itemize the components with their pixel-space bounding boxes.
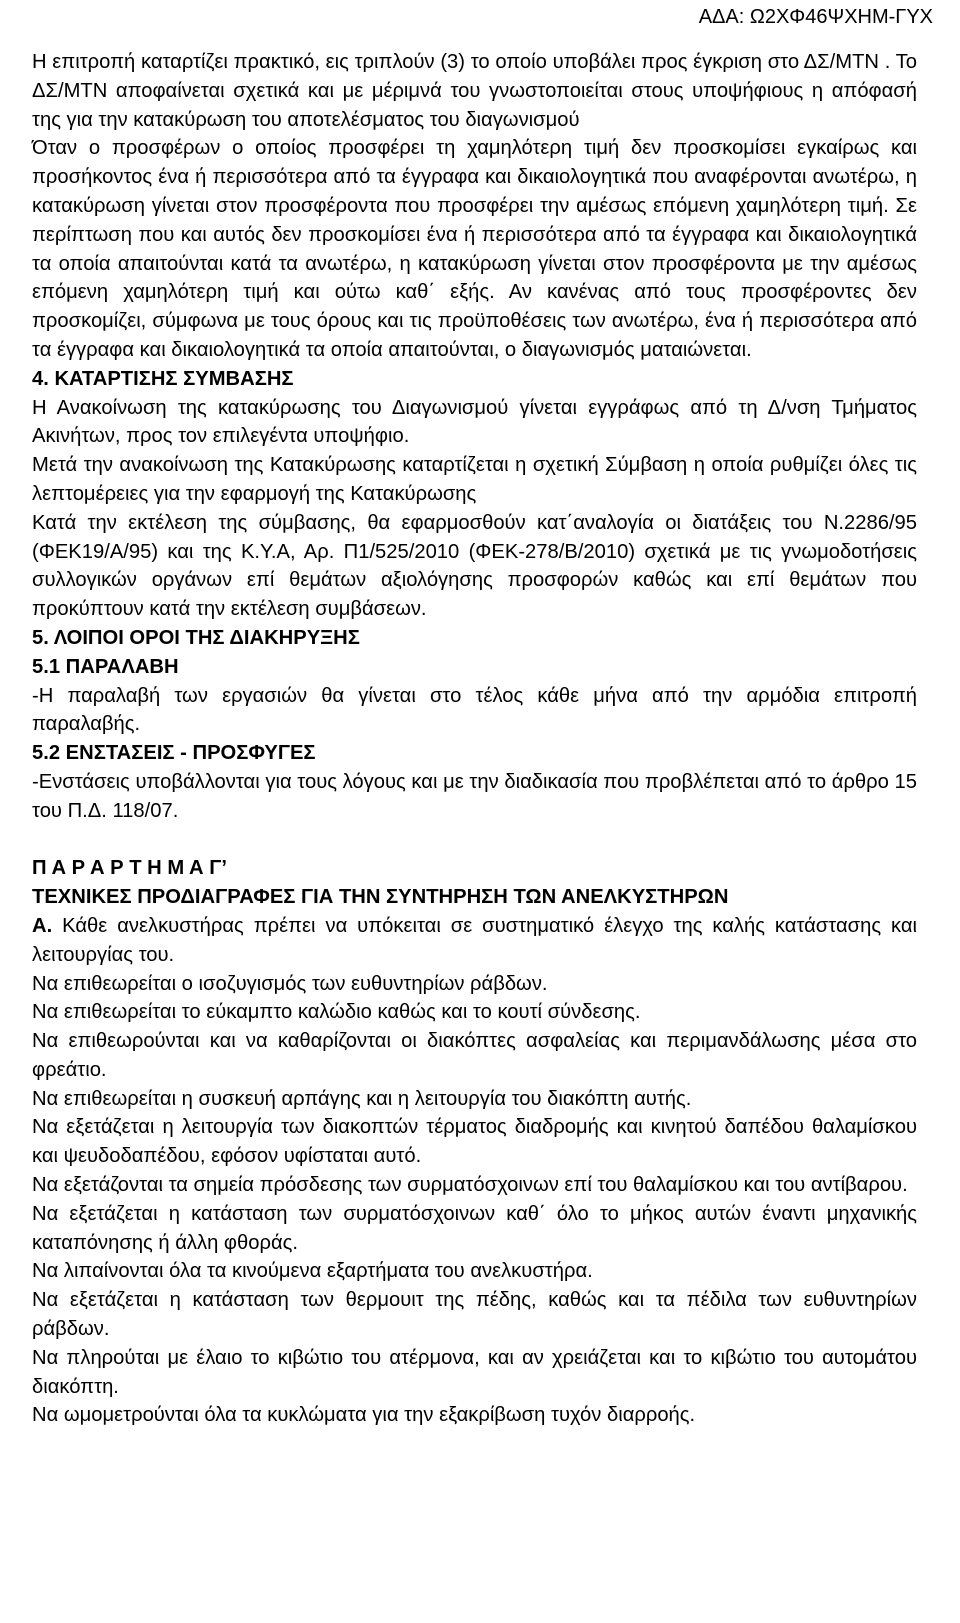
paragraph-objections: -Ενστάσεις υποβάλλονται για τους λόγους και με την διαδικασία που προβλέπεται από το άρθρο 15 του Π.Δ. 118/07. [32, 770, 917, 822]
heading-section-5-1: 5.1 ΠΑΡΑΛΑΒΗ [32, 655, 179, 678]
annex-list-item: Να πληρούται με έλαιο το κιβώτιο του ατέρμονα, και αν χρειάζεται και το κιβώτιο του αυτομάτου διακόπτη. [32, 1346, 917, 1398]
annex-list-item: Να επιθεωρείται η συσκευή αρπάγης και η λειτουργία του διακόπτη αυτής. [32, 1087, 692, 1110]
paragraph-receipt: -Η παραλαβή των εργασιών θα γίνεται στο τέλος κάθε μήνα από την αρμόδια επιτροπή παραλαβής. [32, 684, 917, 736]
paragraph-lowest-bidder: Όταν ο προσφέρων ο οποίος προσφέρει τη χαμηλότερη τιμή δεν προσκομίσει εγκαίρως και προσήκοντος ένα ή περισσότερα από τα έγγραφα και δικαιολογητικά που αναφέρονται ανωτέρω, η κατακύρωση γίνεται στον προσφέροντα που προσφέρει την αμέσως επόμενη χαμηλότερη τιμή. Σε περίπτωση που και αυτός δεν προσκομίσει ένα ή περισσότερα από τα έγγραφα και δικαιολογητικά τα οποία απαιτούνται κατά τα ανωτέρω, η κατακύρωση γίνεται στον προσφέροντα με την αμέσως επόμενη χαμηλότερη τιμή και ούτω καθ΄ εξής. Αν κανένας από τους προσφέροντες δεν προσκομίζει, σύμφωνα με τους όρους και τις προϋποθέσεις των ανωτέρω, ένα ή περισσότερα από τα έγγραφα και δικαιολογητικά τα οποία απαιτούνται, ο διαγωνισμός ματαιώνεται. [32, 137, 917, 361]
heading-section-5-2: 5.2 ΕΝΣΤΑΣΕΙΣ - ΠΡΟΣΦΥΓΕΣ [32, 742, 316, 765]
document-body [32, 48, 917, 1430]
annex-list-item: Να ωμομετρούνται όλα τα κυκλώματα για την εξακρίβωση τυχόν διαρροής. [32, 1404, 696, 1427]
document-code: ΑΔΑ: Ω2ΧΦ46ΨΧΗΜ-ΓΥΧ [698, 6, 933, 28]
heading-section-5: 5. ΛΟΙΠΟΙ ΟΡΟΙ ΤΗΣ ΔΙΑΚΗΡΥΞΗΣ [32, 626, 360, 649]
annex-list-item: Να εξετάζεται η λειτουργία των διακοπτών τέρματος διαδρομής και κινητού δαπέδου θαλαμίσκου και ψευδοδαπέδου, εφόσον υφίσταται αυτό. [32, 1116, 917, 1168]
annex-list-item: Να επιθεωρούνται και να καθαρίζονται οι διακόπτες ασφαλείας και περιμανδάλωσης μέσα στο φρεάτιο. [32, 1030, 917, 1081]
annex-list-item: Να εξετάζεται η κατάσταση των θερμουιτ της πέδης, καθώς και τα πέδιλα των ευθυντηρίων ράβδων. [32, 1289, 917, 1341]
annex-list-item: Να λιπαίνονται όλα τα κινούμενα εξαρτήματα του ανελκυστήρα. [32, 1260, 593, 1283]
paragraph-award-announcement: Η Ανακοίνωση της κατακύρωσης του Διαγωνισμού γίνεται εγγράφως από τη Δ/νση Τμήματος Ακινήτων, προς τον επιλεγέντα υποψήφιο. [32, 396, 917, 448]
blank-line [32, 826, 917, 855]
heading-section-4: 4. ΚΑΤΑΡΤΙΣΗΣ ΣΥΜΒΑΣΗΣ [32, 367, 294, 390]
annex-title: Π Α Ρ Α Ρ Τ Η Μ Α Γ’ [32, 857, 227, 880]
annex-a-text: Κάθε ανελκυστήρας πρέπει να υπόκειται σε συστηματικό έλεγχο της καλής κατάστασης και λειτουργίας του. [32, 914, 917, 966]
annex-subtitle: ΤΕΧΝΙΚΕΣ ΠΡΟΔΙΑΓΡΑΦΕΣ ΓΙΑ ΤΗΝ ΣΥΝΤΗΡΗΣΗ ΤΩΝ ΑΝΕΛΚΥΣΤΗΡΩΝ [32, 886, 729, 909]
annex-a-label: Α. [32, 914, 53, 937]
paragraph-contract-drafting: Μετά την ανακοίνωση της Κατακύρωσης καταρτίζεται η σχετική Σύμβαση η οποία ρυθμίζει όλες τις λεπτομέρειες για την εφαρμογή της Κατακύρωσης [32, 454, 917, 505]
annex-list-item: Να επιθεωρείται ο ισοζυγισμός των ευθυντηρίων ράβδων. [32, 972, 548, 995]
annex-paragraph-a [32, 912, 917, 970]
annex-list-item: Να εξετάζεται η κατάσταση των συρματόσχοινων καθ΄ όλο το μήκος αυτών έναντι μηχανικής καταπόνησης ή άλλη φθοράς. [32, 1202, 917, 1254]
paragraph-contract-execution: Κατά την εκτέλεση της σύμβασης, θα εφαρμοσθούν κατ΄αναλογία οι διατάξεις του Ν.2286/95 (ΦΕΚ19/Α/95) και της Κ.Υ.Α, Αρ. Π1/525/2010 (ΦΕΚ-278/Β/2010) σχετικά με τις γνωμοδοτήσεις συλλογικών οργάνων επί θεμάτων αξιολόγησης προσφορών καθώς και επί θεμάτων που προκύπτουν κατά την εκτέλεση συμβάσεων. [32, 511, 917, 621]
annex-list-item: Να εξετάζονται τα σημεία πρόσδεσης των συρματόσχοινων επί του θαλαμίσκου και του αντίβαρου. [32, 1174, 908, 1197]
annex-list-item: Να επιθεωρείται το εύκαμπτο καλώδιο καθώς και το κουτί σύνδεσης. [32, 1001, 641, 1024]
paragraph-committee-minutes: Η επιτροπή καταρτίζει πρακτικό, εις τριπλούν (3) το οποίο υποβάλει προς έγκριση στο ΔΣ/ΜΤΝ . Το ΔΣ/ΜΤΝ αποφαίνεται σχετικά και με μέριμνά του γνωστοποιείται στους υποψήφιους η απόφασή της για την κατακύρωση του αποτελέσματος του διαγωνισμού [32, 51, 917, 131]
